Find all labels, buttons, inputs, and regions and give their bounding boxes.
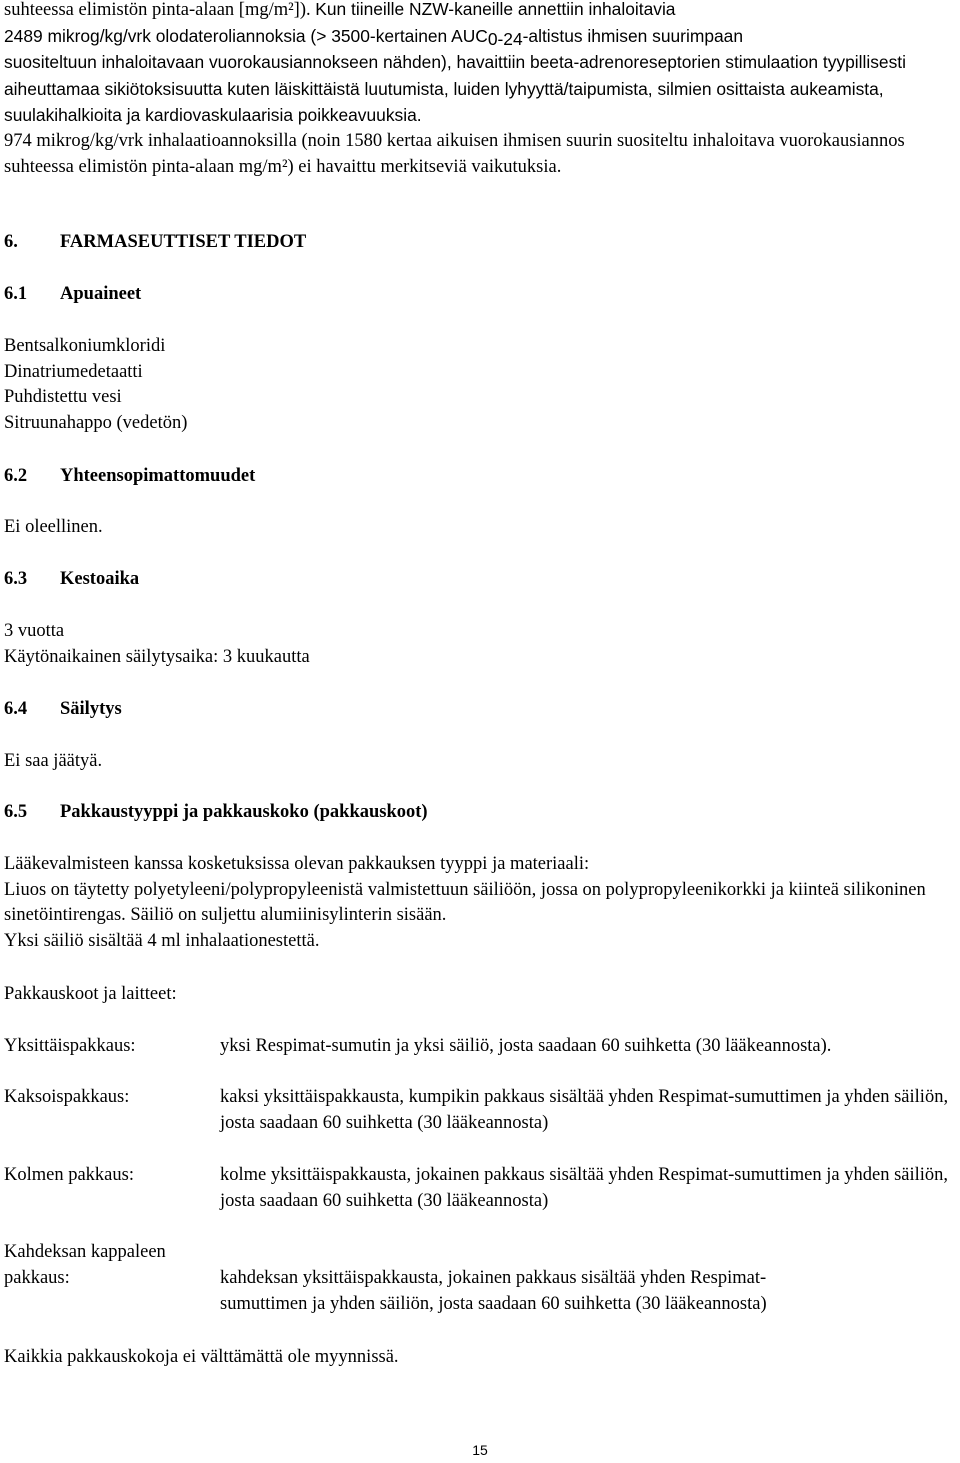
section-number: 6. (4, 232, 18, 252)
section-6-2-heading (4, 464, 956, 490)
container-volume-line: Yksi säiliö sisältää 4 ml inhalaationestettä. (4, 930, 320, 951)
pack-description: kaksi yksittäispakkausta, kumpikin pakkaus sisältää yhden Respimat-sumuttimen ja yhden säiliön, josta saadaan 60 suihketta (30 lääkeannosta) (220, 1087, 949, 1133)
pack-sizes-heading: Pakkauskoot ja laitteet: (4, 984, 177, 1004)
pack-description-line: kahdeksan yksittäispakkausta, jokainen pakkaus sisältää yhden Respimat- (220, 1268, 767, 1288)
intro-rest: suositeltuun inhaloitavaan vuorokausiannokseen nähden), havaittiin beeta-adrenoreseptorien stimulaation tyypillisesti aiheuttamaa sikiötoksisuutta kuten läiskittäistä luutumista, luiden lyhyyttä/taipumista, silmien osittaista aukeamista, suulakihalkioita ja kardiovaskulaarisia poikkeavuuksia. (4, 52, 906, 125)
pack-label: Kaksoispakkaus: (4, 1087, 130, 1107)
section-title: Yhteensopimattomuudet (60, 466, 256, 486)
list-item: Bentsalkoniumkloridi (4, 336, 166, 356)
intro-paragraph (4, 0, 956, 130)
list-item: Puhdistettu vesi (4, 387, 122, 407)
section-6-heading (4, 230, 956, 256)
in-use-shelf-life-line: Käytönaikainen säilytysaika: 3 kuukautta (4, 646, 310, 667)
pack-label: Kahdeksan kappaleen pakkaus: (4, 1242, 166, 1288)
list-item: Dinatriumedetaatti (4, 361, 143, 382)
pack-row (4, 1163, 956, 1215)
availability-note: Kaikkia pakkauskokoja ei välttämättä ole myynnissä. (4, 1347, 399, 1367)
section-title: Pakkaustyyppi ja pakkauskoko (pakkauskoot) (60, 802, 428, 822)
incompatibilities-text: Ei oleellinen. (4, 517, 103, 537)
intro-paragraph-2 (4, 129, 956, 180)
intro-line1-b: Kun tiineille NZW-kaneille annettiin inhaloitavia (315, 0, 676, 19)
pack-row (4, 1034, 956, 1060)
intro-line1-a: suhteessa elimistön pinta-alaan [mg/m²]). (4, 0, 316, 20)
section-6-3-heading (4, 567, 956, 593)
pack-label: Yksittäispakkaus: (4, 1036, 136, 1056)
section-title: Apuaineet (60, 284, 142, 304)
section-number: 6.1 (4, 284, 28, 304)
section-6-4-heading (4, 697, 956, 723)
auc-subscript: 0-24 (487, 28, 523, 49)
intro-para2-text: 974 mikrog/kg/vrk inhalaatioannoksilla (noin 1580 kertaa aikuisen ihmisen suurin suositeltu inhaloitava vuorokausiannos suhteessa elimistön pinta-alaan mg/m²) ei havaittu merkitseviä vaikutuksia. (4, 131, 905, 177)
section-number: 6.4 (4, 699, 28, 719)
section-title: FARMASEUTTISET TIEDOT (60, 232, 307, 252)
intro-line2-b: -altistus ihmisen suurimpaan (522, 25, 744, 46)
shelf-life-line: 3 vuotta (4, 621, 65, 641)
page-number: 15 (472, 1442, 488, 1458)
section-title: Kestoaika (60, 569, 140, 589)
excipients-list (4, 334, 956, 436)
pack-description (220, 1266, 960, 1317)
section-title: Säilytys (60, 699, 122, 719)
list-item: Sitruunahappo (vedetön) (4, 412, 188, 433)
container-desc-line: Lääkevalmisteen kanssa kosketuksissa olevan pakkauksen tyyppi ja materiaali: (4, 854, 590, 874)
section-number: 6.2 (4, 466, 28, 486)
container-desc-paragraph: Liuos on täytetty polyetyleeni/polypropyleenistä valmistettuun säiliöön, jossa on polypropyleenikorkki ja kiinteä silikoninen sinetöintirengas. Säiliö on suljettu alumiinisylinterin sisään. (4, 879, 926, 925)
pack-row (4, 1085, 956, 1137)
pack-description-line: sumuttimen ja yhden säiliön, josta saadaan 60 suihketta (30 lääkeannosta) (220, 1293, 767, 1314)
section-number: 6.3 (4, 569, 28, 589)
intro-line2-a: 2489 mikrog/kg/vrk olodateroliannoksia (> 3500-kertainen AUC (4, 25, 488, 46)
pack-row (4, 1240, 956, 1314)
section-number: 6.5 (4, 802, 28, 822)
pack-label: Kolmen pakkaus: (4, 1165, 134, 1185)
pack-description: yksi Respimat-sumutin ja yksi säiliö, josta saadaan 60 suihketta (30 lääkeannosta). (220, 1036, 832, 1056)
shelf-life-text (4, 619, 956, 670)
storage-text: Ei saa jäätyä. (4, 751, 103, 771)
section-6-5-heading (4, 800, 956, 826)
pack-description: kolme yksittäispakkausta, jokainen pakkaus sisältää yhden Respimat-sumuttimen ja yhden säiliön, josta saadaan 60 suihketta (30 lääkeannosta) (220, 1165, 949, 1211)
section-6-1-heading (4, 282, 956, 308)
container-description (4, 852, 956, 954)
